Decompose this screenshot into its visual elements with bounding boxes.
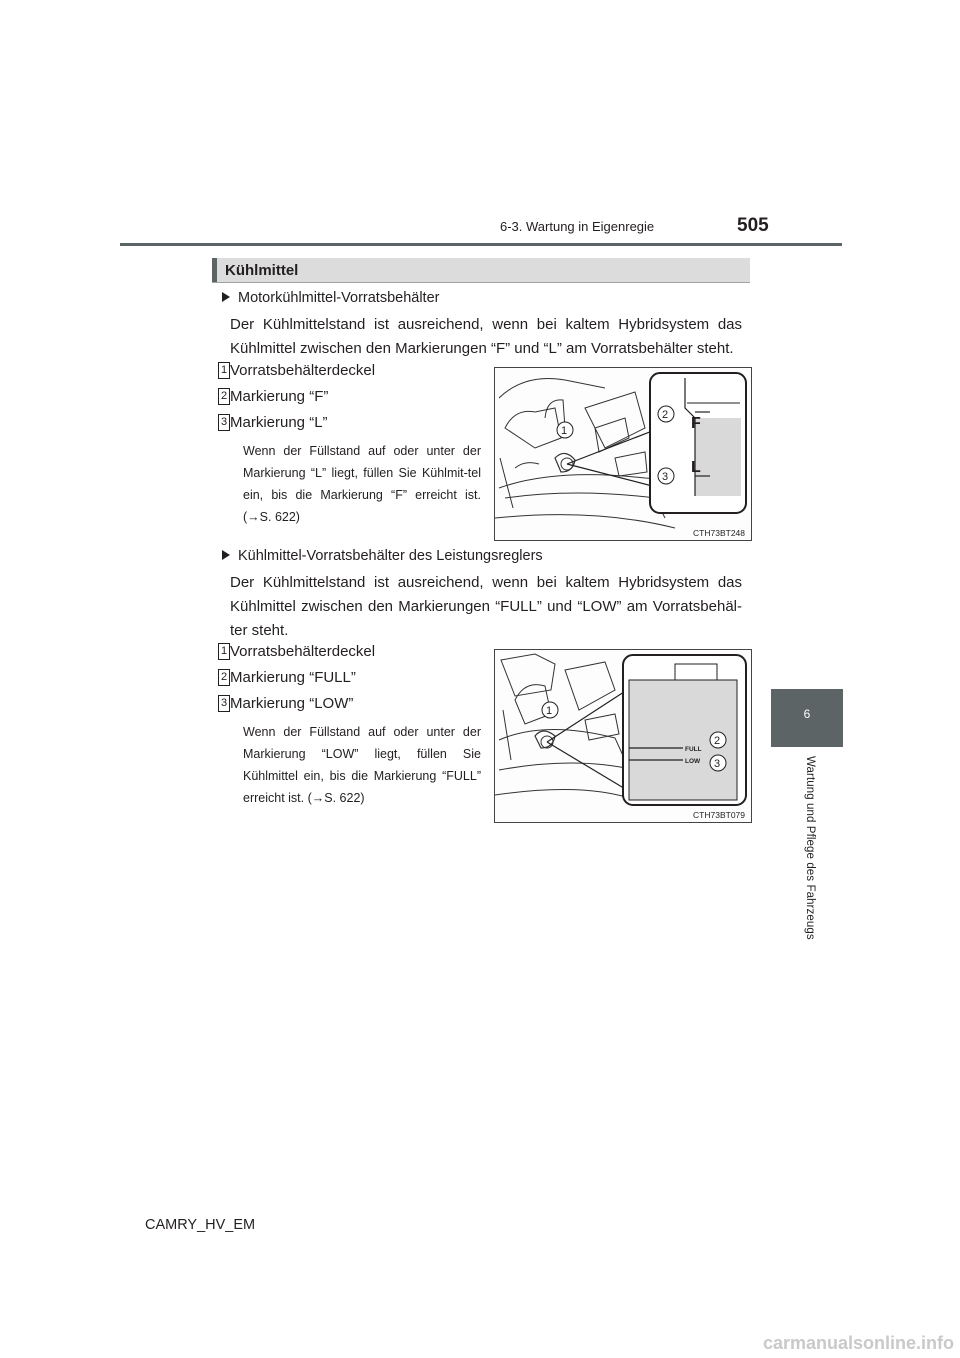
triangle-bullet-icon [222,550,230,560]
block1-item-1 [220,362,376,379]
figure-code: CTH73BT248 [693,528,745,538]
section-title: Kühlmittel [225,262,299,279]
figure-power-control-reservoir [494,649,752,823]
mark-full-label: FULL [685,746,702,753]
engine-bay-illustration [495,650,751,822]
block1-note: Wenn der Füllstand auf oder unter der Markierung “L” liegt, füllen Sie Kühlmit-tel ein, bis die Markierung “F” erreicht ist. (→S. 622) [243,444,481,524]
block2-item-1 [220,643,376,660]
figure-engine-coolant-reservoir [494,367,752,541]
block1-item-3-text: Markierung “L” [230,414,328,431]
block2-paragraph: Der Kühlmittelstand ist ausreichend, wenn bei kaltem Hybridsystem das Kühlmittel zwischen den Markierungen “FULL” und “LOW” am Vorratsbehäl-ter steht. [230,574,742,639]
header-rule [120,243,842,246]
block2-note: Wenn der Füllstand auf oder unter der Markierung “LOW” liegt, füllen Sie Kühlmittel ein, bis die Markierung “FULL” erreicht ist. (→S. 622) [243,725,481,805]
callout-badge-2: 2 [218,669,230,686]
callout-3: 3 [714,758,721,770]
callout-badge-1: 1 [218,643,230,660]
callout-badge-1: 1 [218,362,230,379]
block1-item-1-text: Vorratsbehälterdeckel [230,362,376,379]
page-number: 505 [737,215,769,236]
block2-heading [222,548,543,564]
section-path: 6-3. Wartung in Eigenregie [500,219,655,234]
block1-item-2-text: Markierung “F” [230,388,329,405]
callout-1: 1 [546,705,553,717]
block2-item-2 [220,669,356,686]
mark-low-label: LOW [685,758,701,765]
chapter-number: 6 [803,707,811,721]
block2-item-1-text: Vorratsbehälterdeckel [230,643,376,660]
callout-badge-3: 3 [218,695,230,712]
block1-heading-text: Motorkühlmittel-Vorratsbehälter [238,290,440,306]
mark-l-label: L [691,459,701,476]
leader-line [567,464,660,488]
triangle-bullet-icon [222,292,230,302]
block2-item-3-text: Markierung “LOW” [230,695,354,712]
callout-2: 2 [714,735,721,747]
coolant-level-fill [695,418,741,496]
section-title-underline [212,282,750,283]
mark-f-label: F [691,415,701,432]
callout-badge-3: 3 [218,414,230,431]
watermark: carmanualsonline.info [762,1333,954,1353]
callout-1: 1 [561,425,568,437]
block2-heading-text: Kühlmittel-Vorratsbehälter des Leistungsreglers [238,548,543,564]
callout-2: 2 [662,409,669,421]
chapter-label: Wartung und Pflege des Fahrzeugs [804,756,816,940]
block2-item-2-text: Markierung “FULL” [230,669,356,686]
block1-item-2 [220,388,329,405]
block1-paragraph: Der Kühlmittelstand ist ausreichend, wenn bei kaltem Hybridsystem das Kühlmittel zwischen den Markierungen “F” und “L” am Vorratsbehälter steht. [230,316,742,357]
callout-3: 3 [662,471,669,483]
engine-bay-illustration [495,368,751,540]
section-title-accent [212,258,217,283]
block1-heading [222,290,439,306]
footer-model-code: CAMRY_HV_EM [145,1217,256,1233]
block2-item-3 [220,695,354,712]
figure-code: CTH73BT079 [693,810,745,820]
callout-badge-2: 2 [218,388,230,405]
block1-item-3 [220,414,328,431]
